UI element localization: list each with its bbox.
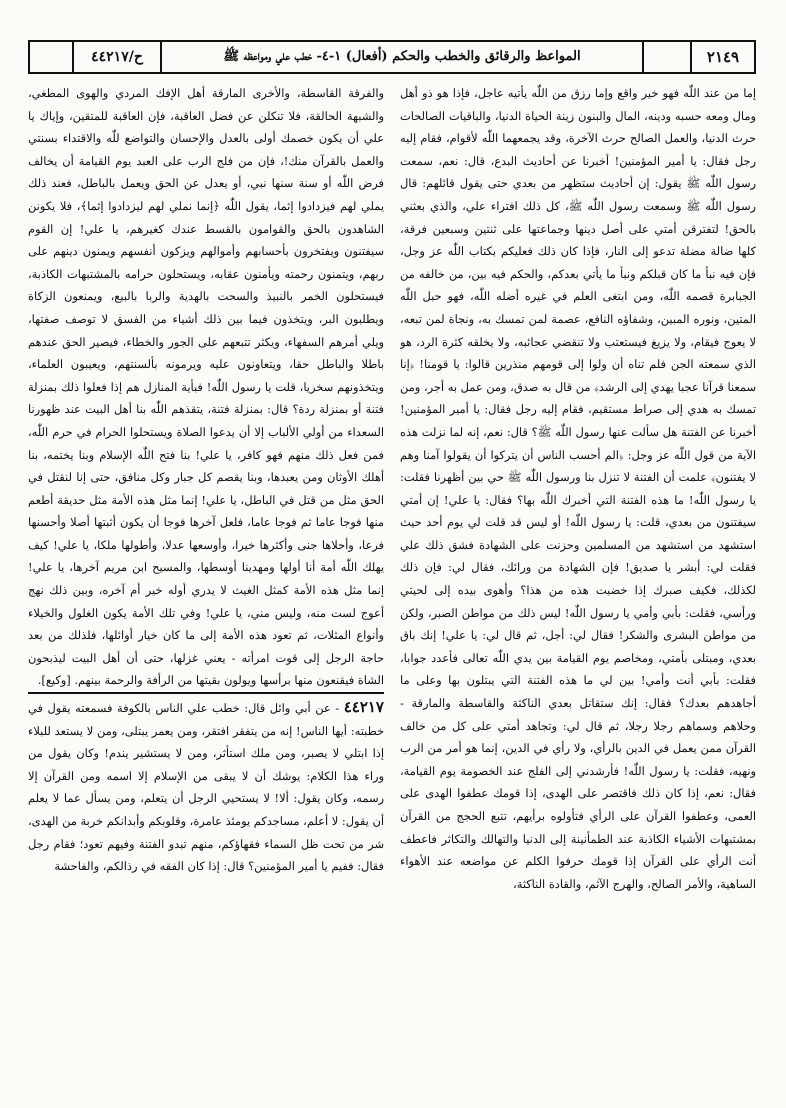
hadith-number: ٤٤٢١٧ — [343, 698, 384, 717]
running-header — [28, 40, 756, 74]
hadith-entry — [28, 692, 384, 878]
right-column — [400, 82, 756, 1092]
header-blank-cell — [642, 42, 690, 72]
left-column — [28, 82, 384, 1092]
chapter-title: المواعظ والرقائق والخطب والحكم (أفعال) ١-٤- خطب علي ومواعظه ﷺ — [160, 42, 642, 72]
hadith-reference: ح/٤٤٢١٧ — [72, 42, 160, 72]
text-columns — [28, 82, 756, 1092]
page-number: ٢١٤٩ — [690, 42, 754, 72]
paragraph: والفرقة القاسطة، والأخرى المارقة أهل الإفك المردي والهوى المطغي، والشبهة الحالقة، فلا تنكلن عن فضل العاقبة، فإن العاقبة للمتقين، وإياك يا علي أن يكون خصمك أولى بالعدل والإحسان والتواضع للّٰه والاقتداء بسنتي والعمل بالقرآن منك!، فإن من فلج الرب على العبد يوم القيامة أن يخالف فرض اللّٰه أو سنة سنها نبي، أو يعدل عن الحق ويعمل بالباطل، فعند ذلك يملي لهم فيزدادوا إثما، يقول اللّٰه ﴿إنما نملي لهم ليزدادوا إثما﴾، فلا يكونن الشاهدون بالحق والقوامون بالقسط عندك كغيرهم، يا علي! إن القوم سيفتنون ويفتخرون بأحسابهم وأموالهم ويزكون أنفسهم ويمنون دينهم على ربهم، ويتمنون رحمته ويأمنون عقابه، ويستحلون حرامه بالمشتبهات الكاذبة، فيستحلون الخمر بالنبيذ والسحت بالهدية والربا بالبيع، ويمنعون الزكاة ويطلبون البر، ويتخذون فيما بين ذلك أشياء من الفسق لا توصف صفتها، ويلي أمرهم السفهاء، ويكثر تتبعهم على الجور والخطاء، فيصير الحق عندهم باطلا والباطل حقا، ويتعاونون عليه ويرمونه بألسنتهم، ويعيبون العلماء، ويتخذونهم سخريا، قلت يا رسول اللّٰه! فبأية المنازل هم إذا فعلوا ذلك بمنزلة فتنة أو بمنزلة ردة؟ قال: بمنزلة فتنة، يتقذهم اللّٰه بنا أهل البيت عند ظهورنا السعداء من أولي الألباب إلا أن يدعوا الصلاة ويستحلوا الحرام في حرم اللّٰه، فمن فعل ذلك منهم فهو كافر، يا علي! بنا فتح اللّٰه الإسلام وبنا يختمه، بنا أهلك الأوثان ومن يعبدها، وبنا يقصم كل جبار وكل منافق، حتى إنا لنقتل في الحق مثل من قتل في الباطل، يا علي! إنما مثل هذه الأمة مثل حديقة أطعم منها فوجا عاما ثم فوجا عاما، فلعل آخرها فوجا أن يكون أثبتها أصلا وأحسنها فرعا، وأحلاها جنى وأكثرها خيرا، وأوسعها عدلا، وأطولها ملكا، يا علي! كيف يهلك اللّٰه أمة أنا أولها ومهدينا أوسطها، والمسيح ابن مريم آخرها، يا علي! إنما مثل هذه الأمة كمثل الغيث لا يدري أوله خير أم آخره، وبين ذلك نهج أعوج لست منه، وليس مني، يا علي! وفي تلك الأمة يكون الغلول والخيلاء وأنواع المثلات، ثم تعود هذه الأمة إلى ما كان خيار أوائلها، فلذلك من بعد حاجة الرجل إلى قوت امرأته - يعني غزلها، حتى أن أهل البيت ليذبحون الشاة فيقنعون منها برأسها ويولون بقيتها من الرأفة والرحمة بينهم. [وكيع]. — [28, 86, 384, 688]
header-blank-cell — [30, 42, 72, 72]
hadith-text: - عن أبي وائل قال: خطب علي الناس بالكوفة فسمعته يقول في خطبته: أيها الناس! إنه من يتفقر افتقر، ومن يعمر يبتلى، ومن لا يستعد للبلاء إذا ابتلي لا يصبر، ومن ملك استأثر، ومن لا يستشير يندم! وكان يقول من وراء هذا الكلام: يوشك أن لا يبقى من الإسلام إلا اسمه ومن القرآن إلا رسمه، وكان يقول: ألا! لا يستحيي الرجل أن يتعلم، ومن يسأل عما لا يعلم أن يقول: لا أعلم، مساجدكم يومئذ عامرة، وقلوبكم وأبدانكم خربة من الهدى، شر من تحت ظل السماء فقهاؤكم، منهم تبدو الفتنة وفيهم تعود؛ فقام رجل فقال: ففيم يا أمير المؤمنين؟ قال: إذا كان الفقه في رذالكم، والفاحشة — [28, 701, 384, 874]
paragraph: إما من عند اللّٰه فهو خير واقع وإما رزق من اللّٰه يأتيه عاجل، فإذا هو ذو أهل ومال ومعه حسبه ودينه، المال والبنون زينة الحياة الدنيا، والباقيات الصالحات حرث الدنيا، والعمل الصالح حرث الآخرة، وقد يجمعهما اللّٰه لأقوام، فقام إليه رجل فقال: يا أمير المؤمنين! أخبرنا عن أحاديث البدع، قال: نعم، سمعت رسول اللّٰه ﷺ يقول: إن أحاديث ستظهر من بعدي حتى يقول قائلهم: قال رسول اللّٰه ﷺ وسمعت رسول اللّٰه ﷺ، كل ذلك افتراء علي، والذي بعثني بالحق! لتفترقن أمتي على أصل دينها وجماعتها على ثنتين وسبعين فرقة، كلها ضالة مضلة تدعو إلى النار، فإذا كان ذلك فعليكم بكتاب اللّٰه عز وجل، فإن فيه نبأ ما كان قبلكم ونبأ ما يأتي بعدكم، والحكم فيه بين، من خالفه من الجبابرة قصمه اللّٰه، ومن ابتغى العلم في غيره أضله اللّٰه، فهو حبل اللّٰه المتين، ونوره المبين، وشفاؤه النافع، عصمة لمن تمسك به، ونجاة لمن تبعه، لا يعوج فيقام، ولا يزيغ فيستعتب ولا تنقضي عجائبه، ولا يخلقه كثرة الرد، هو الذي سمعته الجن فلم تناه أن ولوا إلى قومهم منذرين قالوا: يا قومنا! ﴿إنا سمعنا قرآنا عجبا يهدي إلى الرشد﴾ من قال به صدق، ومن عمل به أجر، ومن تمسك به هدي إلى صراط مستقيم، فقام إليه رجل فقال: يا أمير المؤمنين! أخبرنا عن الفتنة هل سألت عنها رسول اللّٰه ﷺ؟ قال: نعم، إنه لما نزلت هذه الآية من قول اللّٰه عز وجل: ﴿الم أحسب الناس أن يتركوا أن يقولوا آمنا وهم لا يفتنون﴾ علمت أن الفتنة لا تنزل بنا ورسول اللّٰه ﷺ حي بين أظهرنا فقلت: يا رسول اللّٰه! ما هذه الفتنة التي أخبرك اللّٰه بها؟ فقال: يا علي! إن أمتي سيفتنون من بعدي، قلت: يا رسول اللّٰه! أو ليس قد قلت لي يوم أحد حيث استشهد من استشهد من المسلمين وحزنت على الشهادة فشق ذلك علي فقلت لي: أبشر يا صديق! فإن الشهادة من ورائك، فقال لي: فإن ذلك لكذلك، فكيف صبرك إذا خضبت هذه من هذا؟ وأهوى بيده إلى لحيتي ورأسي، فقلت: بأبي وأمي يا رسول اللّٰه! ليس ذلك من مواطن الصبر، ولكن من مواطن البشرى والشكر! فقال لي: أجل، ثم قال لي: يا علي! إنك باق بعدي، ومبتلى بأمتي، ومخاصم يوم القيامة بين يدي اللّٰه تعالى فأعدد جوابا، فقلت: بأبي أنت وأمي! بين لي ما هذه الفتنة التي يبتلون بها وعلى ما أجاهدهم بعدك؟ فقال: إنك ستقاتل بعدي الناكثة والقاسطة والمارقة - وحلاهم وسماهم رجلا رجلا، ثم قال لي: وتجاهد أمتي على كل من خالف القرآن ممن يعمل في الدين بالرأي، ولا رأي في الدين، إنما هو أمر من الرب ونهيه، فقلت: يا رسول اللّٰه! فأرشدني إلى الفلج عند الخصومة يوم القيامة، فقال: نعم، إذا كان ذلك فاقتصر على الهدى، إذا قومك عطفوا الهدى على العمى، وعطفوا القرآن على الرأي فتأولوه برأيهم، تتبع الحجج من القرآن بمشتبهات الأشياء الكاذبة عند الطمأنينة إلى الدنيا والتهالك والتكاثر فاعطف أنت الرأي على القرآن إذا قومك حرفوا الكلم عن مواضعه عند الأهواء الساهية، والأمر الصالح، والهرج الآثم، والقادة الناكثة، — [400, 86, 756, 891]
